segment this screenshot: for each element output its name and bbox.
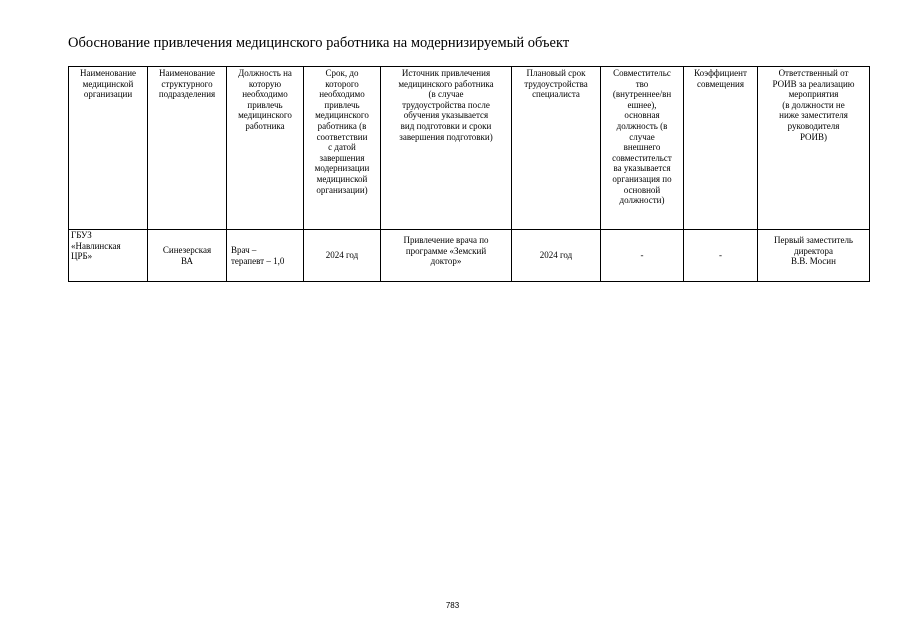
header-combination: Совместительс тво (внутреннее/вн ешнее), основная должность (в случае внешнего совместительст ва указывается организация по основной должности): [601, 67, 684, 230]
header-employment-date: Плановый срок трудоустройства специалиста: [512, 67, 601, 230]
cell-employment-date: 2024 год: [512, 230, 601, 282]
header-responsible: Ответственный от РОИВ за реализацию мероприятия (в должности не ниже заместителя руководителя РОИВ): [758, 67, 870, 230]
cell-organization: ГБУЗ «Навлинская ЦРБ»: [69, 230, 148, 282]
header-organization: Наименование медицинской организации: [69, 67, 148, 230]
header-source: Источник привлечения медицинского работника (в случае трудоустройства после обучения указывается вид подготовки и сроки завершения подготовки): [381, 67, 512, 230]
header-subdivision: Наименование структурного подразделения: [148, 67, 227, 230]
justification-table: [68, 66, 870, 282]
document-title: Обоснование привлечения медицинского работника на модернизируемый объект: [68, 35, 570, 51]
cell-responsible: Первый заместитель директора В.В. Мосин: [758, 230, 870, 282]
cell-coefficient: -: [684, 230, 758, 282]
header-deadline: Срок, до которого необходимо привлечь медицинского работника (в соответствии с датой завершения модернизации медицинской организации): [304, 67, 381, 230]
table-row: [69, 230, 870, 282]
cell-source: Привлечение врача по программе «Земский доктор»: [381, 230, 512, 282]
cell-subdivision: Синезерская ВА: [148, 230, 227, 282]
cell-position: Врач – терапевт – 1,0: [227, 230, 304, 282]
cell-deadline: 2024 год: [304, 230, 381, 282]
header-position: Должность на которую необходимо привлечь медицинского работника: [227, 67, 304, 230]
cell-combination: -: [601, 230, 684, 282]
page-number: 783: [445, 601, 460, 610]
table-header-row: [69, 67, 870, 230]
header-coefficient: Коэффициент совмещения: [684, 67, 758, 230]
